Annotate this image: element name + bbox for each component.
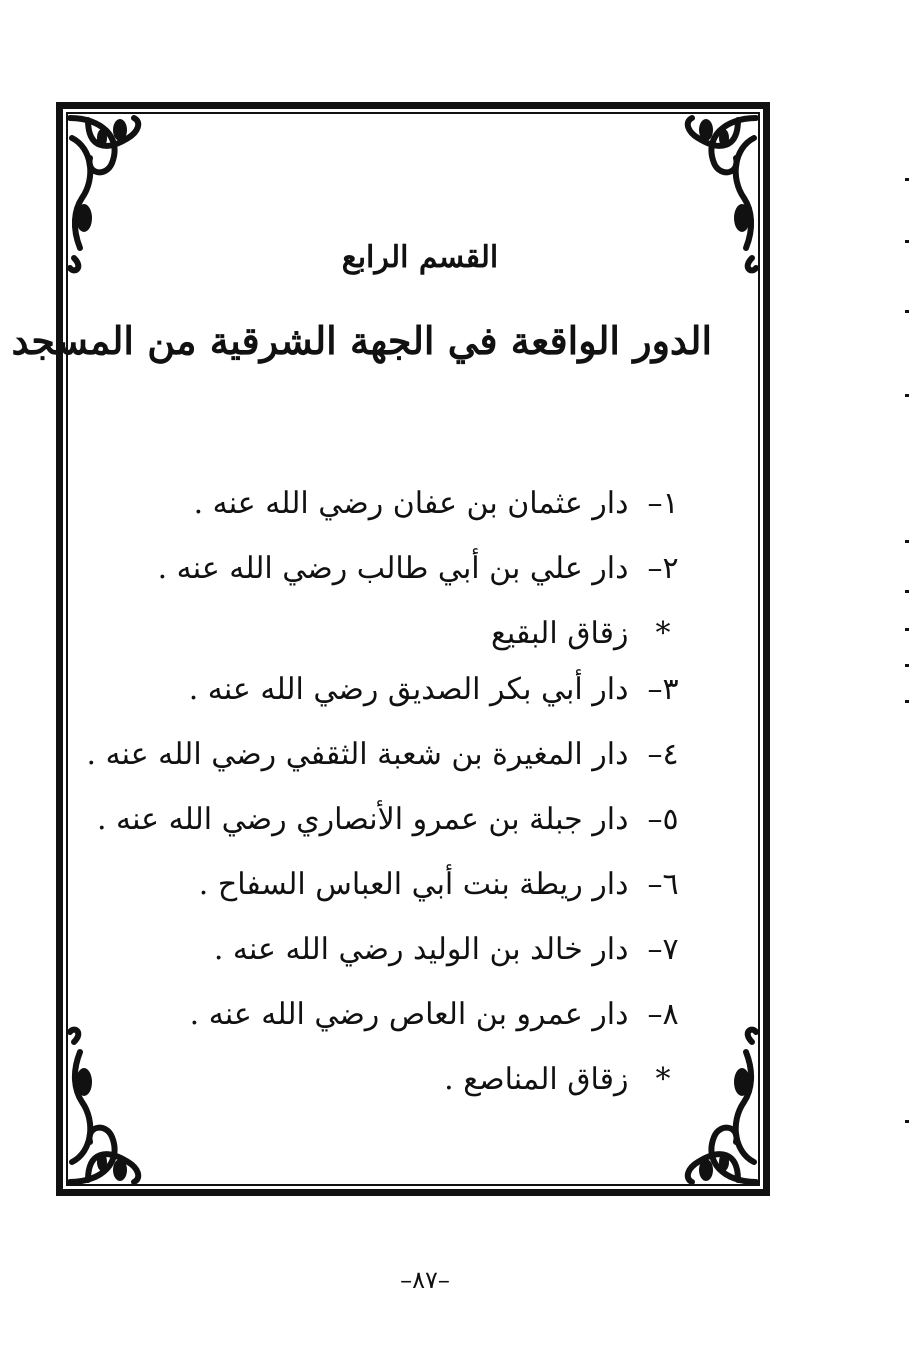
item-number: ٦– bbox=[647, 867, 679, 902]
item-text: دار عمرو بن العاص رضي الله عنه . bbox=[189, 997, 629, 1032]
item-text: زقاق المناصع . bbox=[444, 1062, 629, 1097]
scan-speck bbox=[905, 664, 909, 667]
item-number: ٢– bbox=[647, 551, 679, 586]
asterisk-marker: * bbox=[655, 616, 671, 651]
list-item bbox=[88, 924, 688, 989]
list-item bbox=[88, 859, 688, 924]
scan-speck bbox=[905, 700, 909, 703]
scan-speck bbox=[905, 240, 909, 243]
item-number: ٨– bbox=[647, 997, 679, 1032]
corner-ornament-icon bbox=[680, 108, 764, 278]
item-number: ٤– bbox=[647, 737, 679, 772]
list-item bbox=[88, 989, 688, 1054]
item-number: ٥– bbox=[647, 802, 679, 837]
scan-speck bbox=[905, 1120, 909, 1123]
scan-speck bbox=[905, 394, 909, 397]
section-title: القسم الرابع bbox=[341, 240, 499, 275]
item-text: دار علي بن أبي طالب رضي الله عنه . bbox=[157, 551, 629, 586]
page-title: الدور الواقعة في الجهة الشرقية من المسجد bbox=[11, 318, 712, 363]
list-item bbox=[88, 664, 688, 729]
list-item bbox=[88, 478, 688, 543]
list-item bbox=[88, 729, 688, 794]
scan-speck bbox=[905, 178, 909, 181]
item-number: ٣– bbox=[647, 672, 679, 707]
scan-speck bbox=[905, 628, 909, 631]
scan-speck bbox=[905, 310, 909, 313]
corner-ornament-icon bbox=[680, 1022, 764, 1192]
asterisk-marker: * bbox=[655, 1062, 671, 1097]
item-text: دار جبلة بن عمرو الأنصاري رضي الله عنه . bbox=[96, 802, 629, 837]
list-item bbox=[88, 608, 688, 664]
item-text: دار ريطة بنت أبي العباس السفاح . bbox=[198, 867, 629, 902]
scan-speck bbox=[905, 590, 909, 593]
list-item bbox=[88, 794, 688, 859]
houses-list bbox=[88, 478, 688, 1110]
item-text: زقاق البقيع bbox=[490, 616, 629, 651]
item-number: ٧– bbox=[647, 932, 679, 967]
item-text: دار عثمان بن عفان رضي الله عنه . bbox=[193, 486, 629, 521]
item-number: ١– bbox=[647, 486, 679, 521]
list-item bbox=[88, 1054, 688, 1110]
page-number: –٨٧– bbox=[400, 1266, 450, 1294]
item-text: دار أبي بكر الصديق رضي الله عنه . bbox=[188, 672, 629, 707]
item-text: دار المغيرة بن شعبة الثقفي رضي الله عنه . bbox=[86, 737, 629, 772]
corner-ornament-icon bbox=[62, 108, 146, 278]
scan-speck bbox=[905, 540, 909, 543]
item-text: دار خالد بن الوليد رضي الله عنه . bbox=[213, 932, 629, 967]
list-item bbox=[88, 543, 688, 608]
